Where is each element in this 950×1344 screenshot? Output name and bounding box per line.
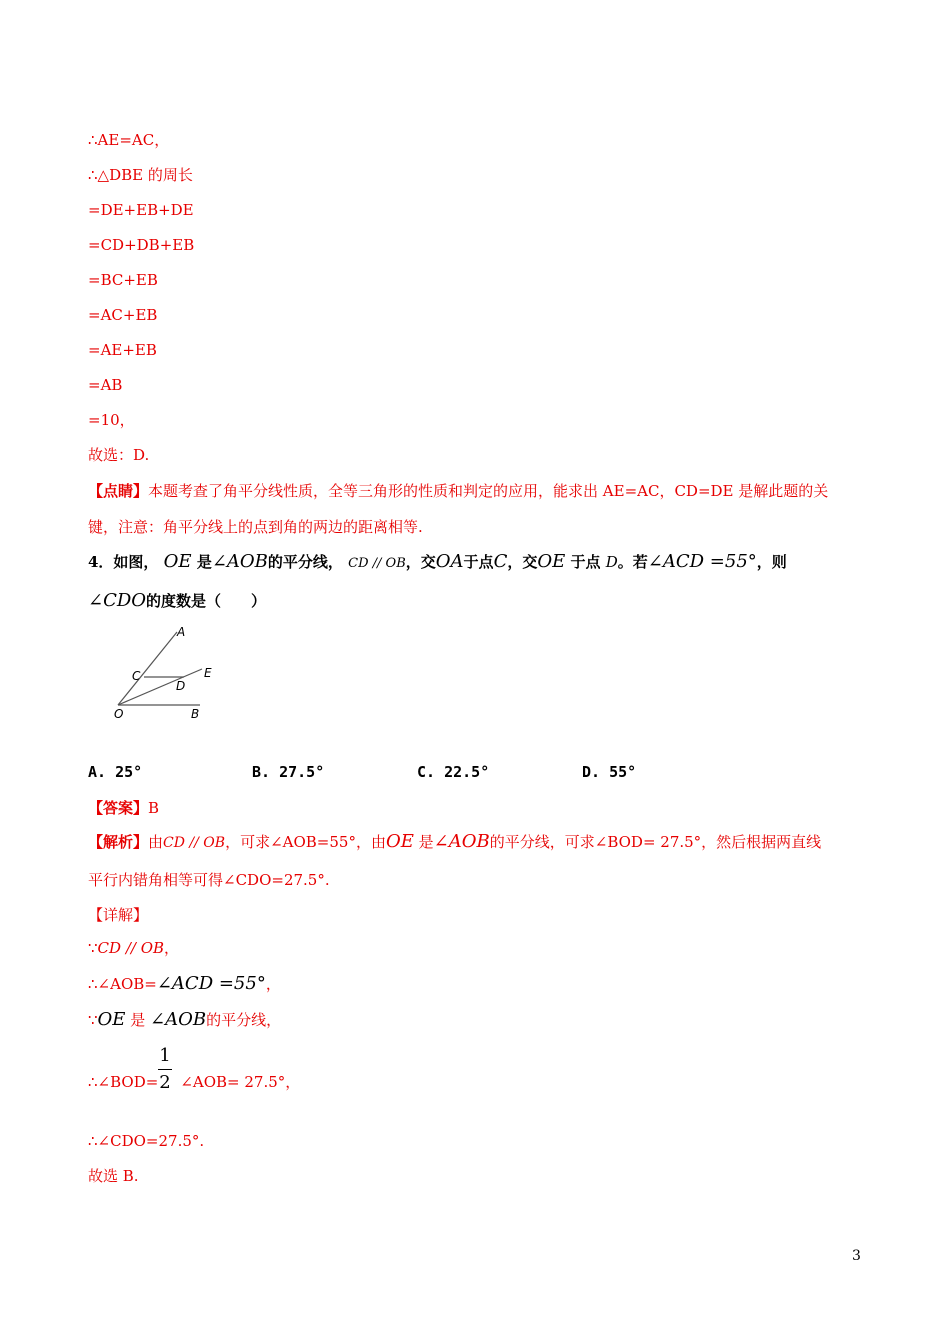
question-number: 4．如图， xyxy=(88,553,159,571)
step-line: =AB xyxy=(88,376,123,394)
label-e: E xyxy=(204,666,212,680)
because-symbol: ∵ xyxy=(88,939,98,957)
q-text: 的平分线， xyxy=(267,553,343,571)
detail-step-2 xyxy=(88,974,281,994)
answer-value: B xyxy=(148,799,160,817)
q-text: ，则 xyxy=(756,553,787,571)
detail-step-1 xyxy=(88,938,179,958)
question-line-2 xyxy=(88,591,266,611)
math-acd: ∠ACD =55° xyxy=(647,551,757,572)
analysis-tag: 【解析】 xyxy=(88,833,149,851)
math-oa: OA xyxy=(435,551,464,572)
q-text: 是 xyxy=(196,553,212,571)
detail-step-4 xyxy=(88,1072,300,1092)
answer-tag: 【答案】 xyxy=(88,799,149,817)
option-d: D. 55° xyxy=(582,763,637,781)
math-c: C xyxy=(493,551,508,572)
detail-step-6: 故选 B. xyxy=(88,1167,139,1185)
detail-step-5: ∴∠CDO=27.5°. xyxy=(88,1132,205,1150)
a-text: 由 xyxy=(148,833,164,851)
label-a: A xyxy=(177,625,186,639)
step-line: 故选：D. xyxy=(88,446,150,464)
label-b: B xyxy=(191,707,200,721)
step-line: =CD+DB+EB xyxy=(88,236,195,254)
math-aob: ∠AOB xyxy=(211,551,268,572)
step-line: =AC+EB xyxy=(88,306,158,324)
q-text: 于点 xyxy=(570,553,601,571)
option-b: B. 27.5° xyxy=(252,763,325,781)
math-cd-parallel-ob: CD // OB xyxy=(97,939,165,957)
d-text: ， xyxy=(164,939,180,957)
math-cd-parallel-ob: CD // OB xyxy=(163,835,226,851)
math-cd-parallel-ob: CD // OB xyxy=(348,556,406,571)
math-acd: ∠ACD =55° xyxy=(156,973,266,994)
option-c: C. 22.5° xyxy=(417,763,490,781)
because-symbol: ∵ xyxy=(88,1011,98,1029)
step-line: ∴△DBE 的周长 xyxy=(88,166,193,184)
d-text: ∴∠BOD= xyxy=(88,1073,159,1091)
math-oe: OE xyxy=(97,1009,126,1030)
d-text: ∴∠AOB= xyxy=(88,975,157,993)
d-text: 是 xyxy=(125,1011,150,1029)
q-text: ，交 xyxy=(507,553,538,571)
dianjing-text: 本题考查了角平分线性质，全等三角形的性质和判定的应用，能求出 AE=AC，CD=DE 是解此题的关 xyxy=(148,482,829,500)
geometry-figure xyxy=(105,622,220,722)
detail-tag: 【详解】 xyxy=(88,906,149,924)
math-d: D xyxy=(605,553,618,571)
answer-line xyxy=(88,798,159,818)
page-number: 3 xyxy=(852,1248,861,1264)
a-text: ，可求∠AOB=55°，由 xyxy=(225,833,386,851)
fraction-denominator: 2 xyxy=(159,1072,171,1093)
fraction-bar xyxy=(158,1069,172,1070)
math-aob: ∠AOB xyxy=(433,831,490,852)
step-line: ∴AE=AC， xyxy=(88,131,170,149)
dianjing-tag: 【点睛】 xyxy=(88,482,149,500)
dianjing-line-2: 键，注意：角平分线上的点到角的两边的距离相等. xyxy=(88,518,423,536)
math-aob: ∠AOB xyxy=(150,1009,207,1030)
a-text: 的平分线，可求∠BOD= 27.5°，然后根据两直线 xyxy=(489,833,822,851)
step-line: =AE+EB xyxy=(88,341,157,359)
d-text: 的平分线， xyxy=(206,1011,282,1029)
dianjing-line-1 xyxy=(88,481,828,501)
fraction-numerator: 1 xyxy=(159,1045,171,1066)
label-d: D xyxy=(176,679,186,693)
ray-oa xyxy=(118,632,177,705)
step-line: =DE+EB+DE xyxy=(88,201,194,219)
math-oe: OE xyxy=(163,551,192,572)
q-text: 的度数是（ ） xyxy=(146,592,267,610)
math-oe: OE xyxy=(385,831,414,852)
ray-oe xyxy=(118,669,202,705)
option-a: A. 25° xyxy=(88,763,143,781)
analysis-line-2: 平行内错角相等可得∠CDO=27.5°. xyxy=(88,871,330,889)
step-line: =BC+EB xyxy=(88,271,158,289)
q-text: 于点 xyxy=(463,553,494,571)
math-oe: OE xyxy=(537,551,566,572)
question-line-1 xyxy=(88,552,787,574)
q-text: ，交 xyxy=(405,553,436,571)
a-text: 是 xyxy=(418,833,434,851)
q-text: 。若 xyxy=(617,553,648,571)
label-c: C xyxy=(132,669,141,683)
step-line: =10， xyxy=(88,411,135,429)
d-text: ∠AOB= 27.5°， xyxy=(180,1073,301,1091)
detail-step-3 xyxy=(88,1010,281,1030)
math-cdo: ∠CDO xyxy=(88,590,147,611)
analysis-line-1 xyxy=(88,832,821,853)
label-o: O xyxy=(114,707,124,721)
d-text: ， xyxy=(265,975,281,993)
